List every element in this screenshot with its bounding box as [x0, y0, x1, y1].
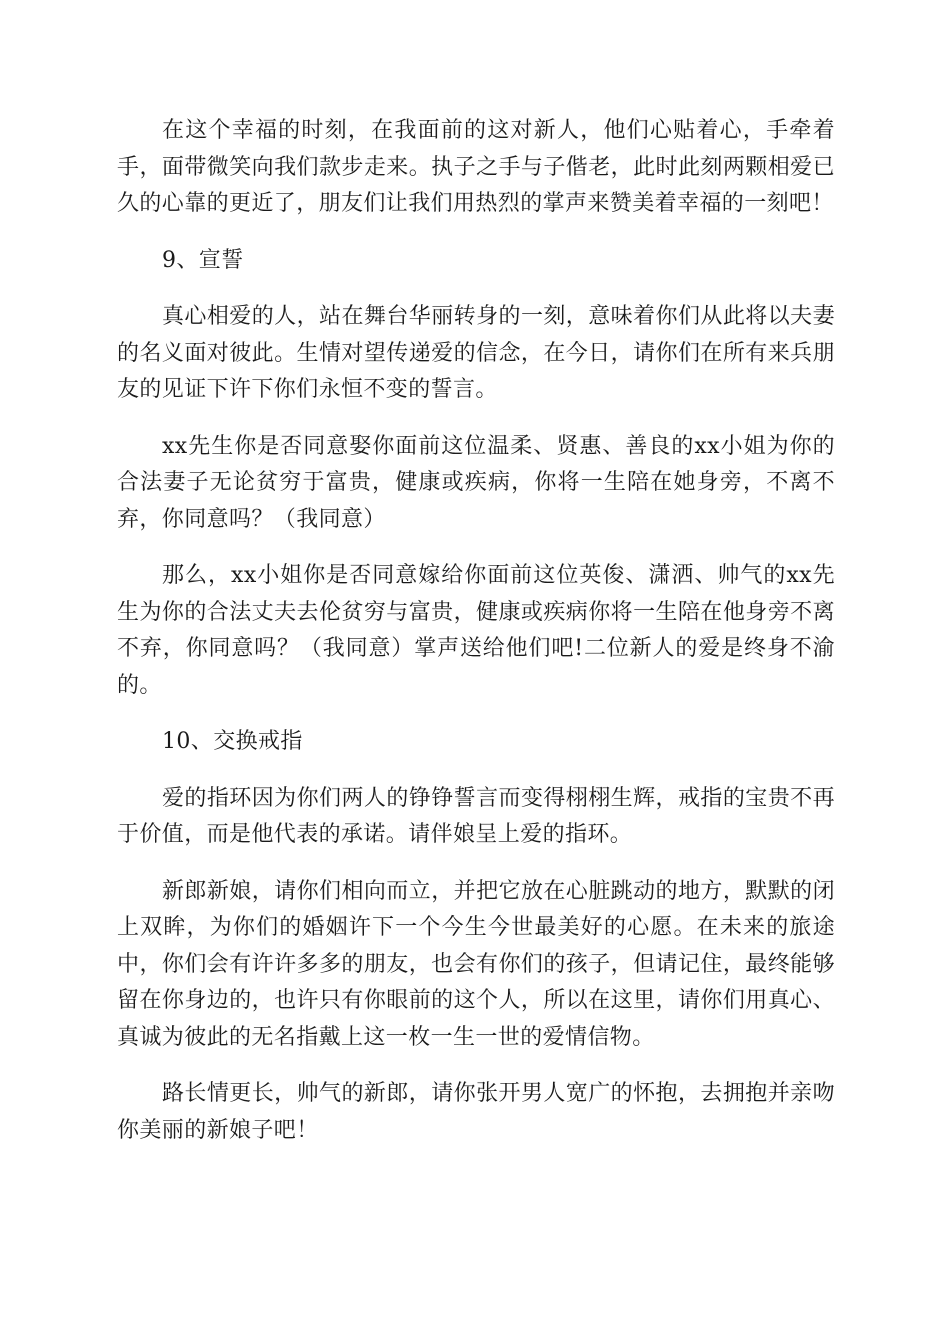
paragraph-blessing: 在这个幸福的时刻，在我面前的这对新人，他们心贴着心，手牵着手，面带微笑向我们款步走来。执子之手与子偕老，此时此刻两颗相爱已久的心靠的更近了，朋友们让我们用热烈的掌声来赞美着幸福的一刻吧！ — [117, 118, 835, 216]
paragraph-groom-vow: xx先生你是否同意娶你面前这位温柔、贤惠、善良的xx小姐为你的合法妻子无论贫穷于富贵，健康或疾病，你将一生陪在她身旁，不离不弃，你同意吗？（我同意） — [117, 433, 835, 532]
paragraph-ring-exchange: 新郎新娘，请你们相向而立，并把它放在心脏跳动的地方，默默的闭上双眸，为你们的婚姻许下一个今生今世最美好的心愿。在未来的旅途中，你们会有许许多多的朋友，也会有你们的孩子，但请记住，最终能够留在你身边的，也许只有你眼前的这个人，所以在这里，请你们用真心、真诚为彼此的无名指戴上这一枚一生一世的爱情信物。 — [117, 878, 835, 1050]
paragraph-vows-intro: 真心相爱的人，站在舞台华丽转身的一刻，意味着你们从此将以夫妻的名义面对彼此。生情对望传递爱的信念，在今日，请你们在所有来兵朋友的见证下许下你们永恒不变的誓言。 — [117, 304, 835, 402]
section-heading-vows: 9、宣誓 — [162, 247, 244, 273]
paragraph-kiss: 路长情更长，帅气的新郎，请你张开男人宽广的怀抱，去拥抱并亲吻你美丽的新娘子吧！ — [117, 1081, 835, 1143]
section-heading-ring-exchange: 10、交换戒指 — [162, 729, 303, 754]
paragraph-bride-vow: 那么，xx小姐你是否同意嫁给你面前这位英俊、潇洒、帅气的xx先生为你的合法丈夫去伦贫穷与富贵，健康或疾病你将一生陪在他身旁不离不弃，你同意吗？（我同意）掌声送给他们吧!二位新人的爱是终身不渝的。 — [117, 563, 835, 698]
paragraph-ring-meaning: 爱的指环因为你们两人的铮铮誓言而变得栩栩生辉，戒指的宝贵不再于价值，而是他代表的承诺。请伴娘呈上爱的指环。 — [117, 785, 835, 847]
document-body — [117, 113, 835, 1169]
